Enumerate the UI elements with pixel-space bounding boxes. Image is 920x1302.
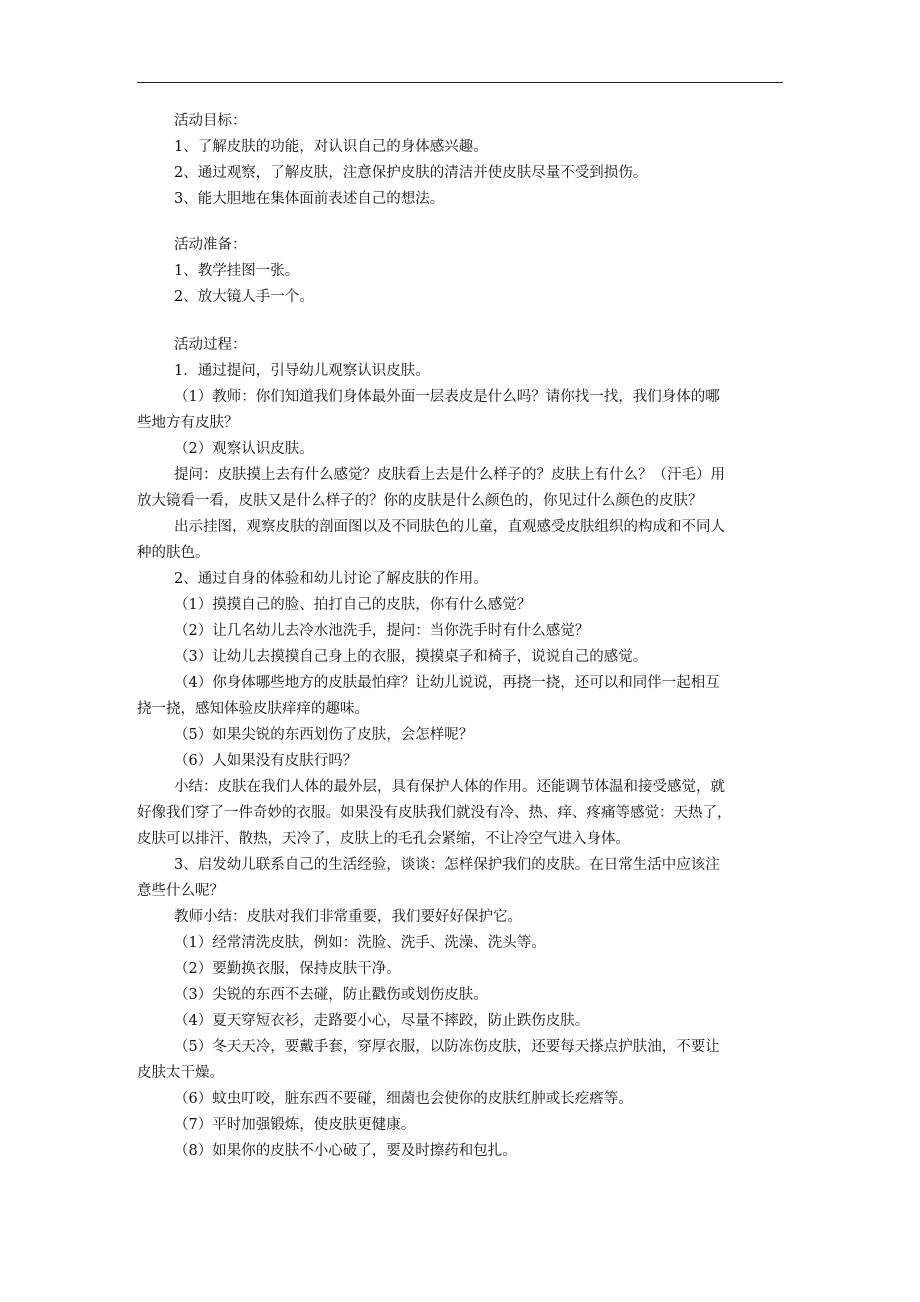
- tip-item: （2）要勤换衣服，保持皮肤干净。: [174, 961, 401, 977]
- section-gap: [137, 310, 783, 332]
- step2-summary: 小结：皮肤在我们人体的最外层，具有保护人体的作用。还能调节体温和接受感觉，就: [174, 779, 725, 795]
- step1-show-cont: 种的肤色。: [137, 545, 210, 561]
- step2-item: （3）让幼儿去摸摸自己身上的衣服，摸摸桌子和椅子，说说自己的感觉。: [174, 649, 648, 665]
- step1-ask-cont: 放大镜看一看，皮肤又是什么样子的？你的皮肤是什么颜色的，你见过什么颜色的皮肤？: [137, 493, 703, 509]
- step2-item-cont: 挠一挠，感知体验皮肤痒痒的趣味。: [137, 701, 369, 717]
- step2-item: （4）你身体哪些地方的皮肤最怕痒？让幼儿说说，再挠一挠，还可以和同伴一起相互: [174, 675, 720, 691]
- tip-item: （7）平时加强锻炼，使皮肤更健康。: [174, 1117, 416, 1133]
- goal-item: 2、通过观察，了解皮肤，注意保护皮肤的清洁并使皮肤尽量不受到损伤。: [174, 165, 648, 181]
- tip-item: （6）蚊虫叮咬，脏东西不要碰，细菌也会使你的皮肤红肿或长疙瘩等。: [174, 1091, 633, 1107]
- goal-item: 3、能大胆地在集体面前表述自己的想法。: [174, 191, 445, 207]
- prep-heading: 活动准备：: [174, 237, 247, 253]
- tip-item: （3）尖锐的东西不去碰，防止戳伤或划伤皮肤。: [174, 987, 488, 1003]
- step2-item: （1）摸摸自己的脸、拍打自己的皮肤，你有什么感觉？: [174, 597, 532, 613]
- goals-heading: 活动目标：: [174, 113, 247, 129]
- step2-title: 2、通过自身的体验和幼儿讨论了解皮肤的作用。: [174, 571, 488, 587]
- tip-item: （1）经常清洗皮肤，例如：洗脸、洗手、洗澡、洗头等。: [174, 935, 546, 951]
- tip-item: （5）冬天天冷，要戴手套，穿厚衣服，以防冻伤皮肤，还要每天搽点护肤油，不要让: [174, 1039, 720, 1055]
- prep-item: 1、教学挂图一张。: [174, 263, 300, 279]
- step3-title: 3、启发幼儿联系自己的生活经验，谈谈：怎样保护我们的皮肤。在日常生活中应该注: [174, 857, 720, 873]
- prep-item: 2、放大镜人手一个。: [174, 289, 314, 305]
- step3-title-cont: 意些什么呢？: [137, 883, 224, 899]
- teacher-summary: 教师小结：皮肤对我们非常重要，我们要好好保护它。: [174, 909, 522, 925]
- step2-item: （5）如果尖锐的东西划伤了皮肤，会怎样呢？: [174, 727, 474, 743]
- tip-item: （4）夏天穿短衣衫，走路要小心，尽量不摔跤，防止跌伤皮肤。: [174, 1013, 590, 1029]
- header-rule: [137, 82, 783, 83]
- step2-summary-cont: 好像我们穿了一件奇妙的衣服。如果没有皮肤我们就没有冷、热、痒、疼痛等感觉：天热了，: [137, 805, 732, 821]
- step1-show: 出示挂图，观察皮肤的剖面图以及不同肤色的儿童，直观感受皮肤组织的构成和不同人: [174, 519, 725, 535]
- tip-item: （8）如果你的皮肤不小心破了，要及时擦药和包扎。: [174, 1143, 517, 1159]
- process-heading: 活动过程：: [174, 337, 247, 353]
- step1-ask: 提问：皮肤摸上去有什么感觉？皮肤看上去是什么样子的？皮肤上有什么？（汗毛）用: [174, 467, 725, 483]
- step1-question-cont: 些地方有皮肤？: [137, 415, 239, 431]
- step2-summary-cont: 皮肤可以排汗、散热，天冷了，皮肤上的毛孔会紧缩，不让冷空气进入身体。: [137, 831, 630, 847]
- step2-item: （2）让几名幼儿去冷水池洗手，提问：当你洗手时有什么感觉？: [174, 623, 590, 639]
- step1-observe: （2）观察认识皮肤。: [174, 441, 314, 457]
- tip-item-cont: 皮肤太干燥。: [137, 1065, 224, 1081]
- document-body: [137, 108, 783, 1164]
- section-gap: [137, 212, 783, 232]
- step2-item: （6）人如果没有皮肤行吗？: [174, 753, 358, 769]
- goal-item: 1、了解皮肤的功能，对认识自己的身体感兴趣。: [174, 139, 488, 155]
- step1-title: 1．通过提问，引导幼儿观察认识皮肤。: [174, 363, 430, 379]
- step1-question: （1）教师：你们知道我们身体最外面一层表皮是什么吗？请你找一找，我们身体的哪: [174, 389, 720, 405]
